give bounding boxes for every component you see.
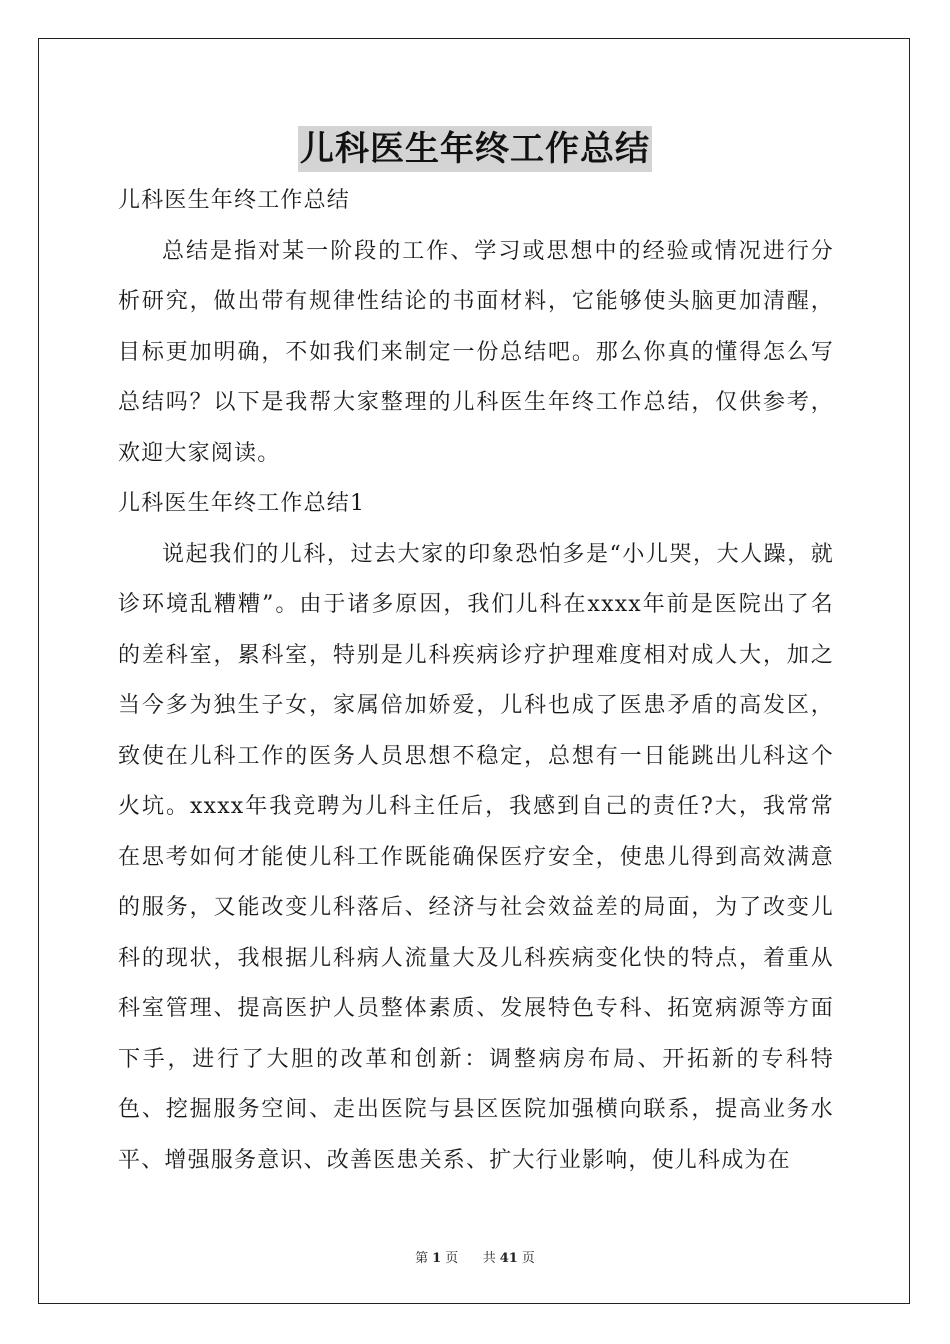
section-heading: 儿科医生年终工作总结1 (118, 491, 366, 516)
page-footer (0, 1247, 950, 1266)
total-page-count: 41 (499, 1251, 518, 1266)
subtitle-paragraph: 儿科医生年终工作总结 (118, 188, 351, 213)
document-title: 儿科医生年终工作总结 (298, 126, 652, 172)
body-paragraph: 说起我们的儿科，过去大家的印象恐怕多是“小儿哭，大人躁，就诊环境乱糟糟”。由于诸多原因，我们儿科在xxxx年前是医院出了名的差科室，累科室，特别是儿科疾病诊疗护理难度相对成人大，加之当今多为独生子女，家属倍加娇爱，儿科也成了医患矛盾的高发区，致使在儿科工作的医务人员思想不稳定，总想有一日能跳出儿科这个火坑。xxxx年我竞聘为儿科主任后，我感到自己的责任?大，我常常在思考如何才能使儿科工作既能确保医疗安全，使患儿得到高效满意的服务，又能改变儿科落后、经济与社会效益差的局面，为了改变儿科的现状，我根据儿科病人流量大及儿科疾病变化快的特点，着重从科室管理、提高医护人员整体素质、发展特色专科、拓宽病源等方面下手，进行了大胆的改革和创新：调整病房布局、开拓新的专科特色、挖掘服务空间、走出医院与县区医院加强横向联系，提高业务水平、增强服务意识、改善医患关系、扩大行业影响，使儿科成为在 (118, 541, 834, 1173)
document-body (118, 176, 834, 1186)
total-pages-indicator: 共 41 页 (482, 1251, 535, 1266)
title-area (0, 126, 950, 172)
current-page-number: 1 (432, 1251, 442, 1266)
intro-paragraph: 总结是指对某一阶段的工作、学习或思想中的经验或情况进行分析研究，做出带有规律性结论的书面材料，它能够使头脑更加清醒，目标更加明确，不如我们来制定一份总结吧。那么你真的懂得怎么写总结吗？以下是我帮大家整理的儿科医生年终工作总结，仅供参考，欢迎大家阅读。 (118, 238, 834, 466)
page-indicator: 第 1 页 (415, 1251, 459, 1266)
